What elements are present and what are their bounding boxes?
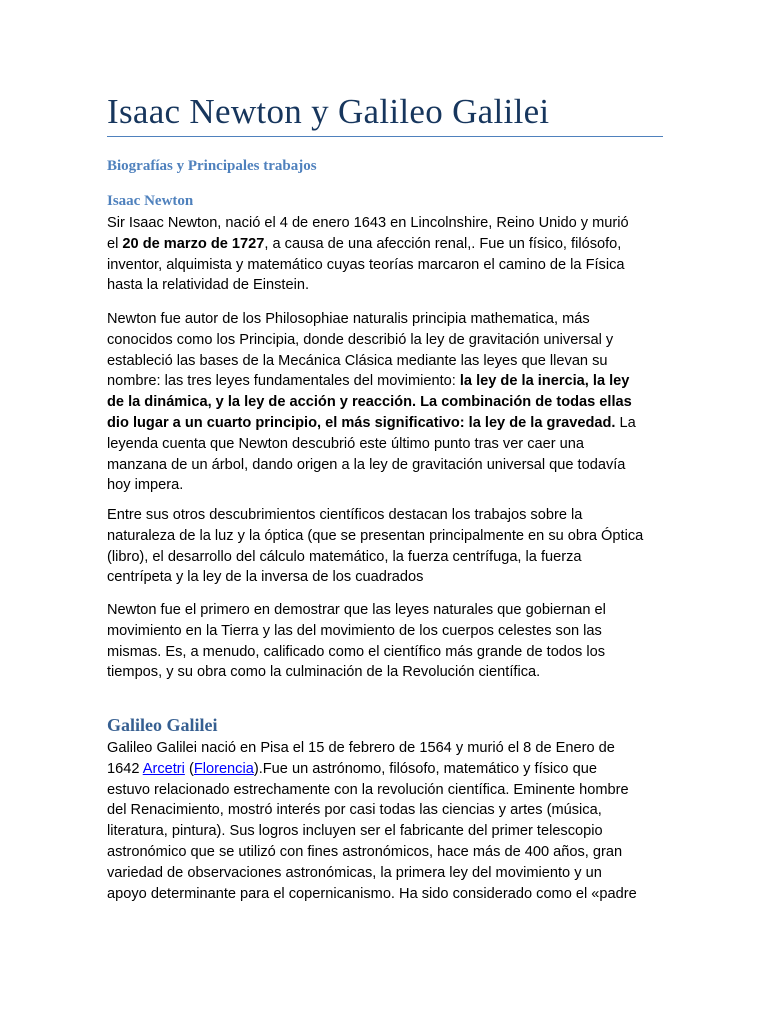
document-subtitle: Biografías y Principales trabajos [107, 158, 317, 174]
text-line: Newton fue el primero en demostrar que las leyes naturales que gobiernan el [107, 602, 606, 618]
text-line: literatura, pintura). Sus logros incluyen ser el fabricante del primer telescopio [107, 823, 603, 840]
document-title: Isaac Newton y Galileo Galilei [107, 92, 550, 131]
text-line [107, 759, 667, 780]
arcetri-link[interactable]: Arcetri [142, 760, 185, 777]
text-line: estableció las bases de la Mecánica Clásica mediante las leyes que llevan su [107, 352, 608, 369]
text-line: conocidos como los Principia, donde describió la ley de gravitación universal y [107, 331, 614, 348]
text-line: variedad de observaciones astronómicas, la primera ley del movimiento y un [107, 864, 602, 881]
text-line: Galileo Galilei nació en Pisa el 15 de febrero de 1564 y murió el 8 de Enero de [107, 740, 615, 756]
text-line: apoyo determinante para el copernicanismo. Ha sido considerado como el «padre [107, 885, 637, 902]
text-line: hoy impera. [107, 477, 184, 494]
text-line: Sir Isaac Newton, nació el 4 de enero 1643 en Lincolnshire, Reino Unido y murió [107, 215, 629, 231]
text-line: de la dinámica, y la ley de acción y reacción. La combinación de todas ellas [107, 394, 632, 411]
newton-paragraph-1 [107, 213, 667, 296]
text-run: 1642 [107, 760, 143, 777]
text-run: La [615, 414, 636, 431]
text-line: manzana de un árbol, dando origen a la ley de gravitación universal que todavía [107, 456, 626, 473]
text-line: Newton fue autor de los Philosophiae naturalis principia mathematica, más [107, 311, 590, 327]
text-line [107, 413, 667, 434]
text-line: hasta la relatividad de Einstein. [107, 277, 310, 294]
text-line: astronómico que se utilizó con fines astronómicos, hace más de 400 años, gran [107, 843, 623, 860]
text-line: centrípeta y la ley de la inversa de los cuadrados [107, 569, 424, 586]
text-run: nombre: las tres leyes fundamentales del movimiento: [107, 373, 460, 390]
text-run: ).Fue un astrónomo, filósofo, matemático y físico que [253, 760, 597, 777]
text-line: inventor, alquimista y matemático cuyas teorías marcaron el camino de la Física [107, 256, 625, 273]
text-run: el [107, 235, 123, 252]
newton-heading: Isaac Newton [107, 193, 194, 209]
text-line: estuvo relacionado estrechamente con la revolución científica. Eminente hombre [107, 781, 629, 798]
galileo-heading: Galileo Galilei [107, 715, 218, 735]
text-line: Entre sus otros descubrimientos científicos destacan los trabajos sobre la [107, 507, 583, 523]
text-line: naturaleza de la luz y la óptica (que se presentan principalmente en su obra Óptica [107, 527, 644, 544]
text-line: del Renacimiento, mostró interés por casi todas las ciencias y artes (música, [107, 802, 602, 819]
newton-paragraph-4 [107, 600, 667, 683]
text-line: movimiento en la Tierra y las del movimiento de los cuerpos celestes son las [107, 622, 602, 639]
text-line: leyenda cuenta que Newton descubrió este último punto tras ver caer una [107, 435, 585, 452]
bold-text-run: dio lugar a un cuarto principio, el más significativo: la ley de la gravedad. [107, 414, 616, 431]
text-run: , a causa de una afección renal,. Fue un físico, filósofo, [264, 235, 622, 252]
galileo-paragraph-1 [107, 738, 667, 904]
florencia-link[interactable]: Florencia [193, 760, 254, 777]
text-line [107, 371, 667, 392]
text-line: tiempos, y su obra como la culminación de la Revolución científica. [107, 664, 541, 681]
newton-paragraph-3 [107, 505, 667, 588]
death-date: 20 de marzo de 1727 [122, 235, 265, 252]
text-line: mismas. Es, a menudo, calificado como el científico más grande de todos los [107, 643, 606, 660]
bold-text-run: la ley de la inercia, la ley [459, 373, 630, 390]
text-line: (libro), el desarrollo del cálculo matemático, la fuerza centrífuga, la fuerza [107, 548, 582, 565]
text-run: ( [184, 760, 194, 777]
newton-paragraph-2 [107, 309, 667, 496]
title-divider [107, 136, 663, 137]
text-line [107, 234, 667, 255]
